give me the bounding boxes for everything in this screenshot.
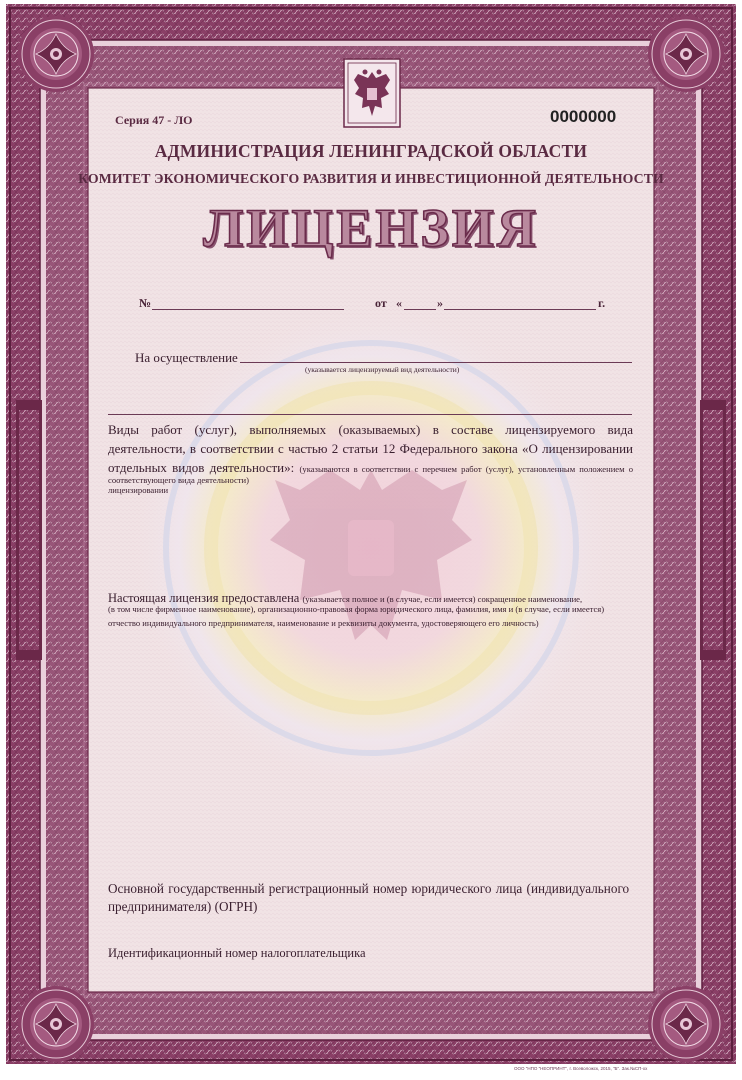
document-title: ЛИЦЕНЗИЯ — [203, 198, 539, 258]
date-quote-close: » — [437, 296, 443, 310]
activity-label: На осуществление — [135, 350, 238, 365]
works-paragraph — [108, 420, 633, 500]
activity-field-line2[interactable] — [108, 414, 632, 415]
license-number-field[interactable] — [152, 309, 344, 310]
date-month-year-field[interactable] — [444, 309, 596, 310]
coat-of-arms-icon — [343, 58, 401, 128]
granted-text: Настоящая лицензия предоставлена — [108, 591, 300, 605]
series-label: Серия 47 - ЛО — [115, 113, 193, 127]
ogrn-label-line1: Основной государственный регистрационный номер юридического лица (индивидуального — [108, 881, 630, 896]
inn-label: Идентификационный номер налогоплательщика — [108, 946, 366, 960]
granted-hint-inline: (указывается полное и (в случае, если имеется) сокращенное наименование, — [302, 594, 583, 604]
date-quote-open: « — [396, 296, 402, 310]
date-label: от — [375, 296, 387, 310]
works-hint-line2: соответствующего вида деятельности) — [108, 475, 250, 485]
granted-hint-line2: (в том числе фирменное наименование), организационно-правовая форма юридического лица, фамилия, имя и (в случае, если имеется) — [108, 604, 605, 614]
form-number: 0000000 — [550, 107, 617, 126]
works-text: Виды работ (услуг), выполняемых (оказываемых) в составе лицензируемого вида деятельности, в соответствии с частью 2 статьи 12 Федерального закона «О лицензировании отдельных видов деятельности»: — [108, 422, 633, 475]
activity-hint: (указывается лицензируемый вид деятельности) — [305, 365, 460, 374]
year-suffix: г. — [598, 296, 606, 310]
printer-imprint: ООО "НПО "НЕОПРИНТ", г. Всеволожск, 2015, "Б". Зак.№СП-хх — [514, 1066, 648, 1071]
date-day-field[interactable] — [404, 309, 436, 310]
works-hint-inline: (указываются в соответствии с перечнем работ (услуг), установленным положением о лицензировании — [108, 464, 634, 495]
activity-field[interactable] — [240, 362, 632, 363]
ogrn-label-line2: предпринимателя) (ОГРН) — [108, 899, 258, 914]
issuing-committee: КОМИТЕТ ЭКОНОМИЧЕСКОГО РАЗВИТИЯ И ИНВЕСТИЦИОННОЙ ДЕЯТЕЛЬНОСТИ — [78, 171, 664, 186]
issuing-administration: АДМИНИСТРАЦИЯ ЛЕНИНГРАДСКОЙ ОБЛАСТИ — [154, 141, 588, 161]
license-number-label: № — [139, 296, 152, 310]
granted-hint-line3: отчество индивидуального предпринимателя, наименование и реквизиты документа, удостоверяющего его личность) — [108, 618, 539, 628]
